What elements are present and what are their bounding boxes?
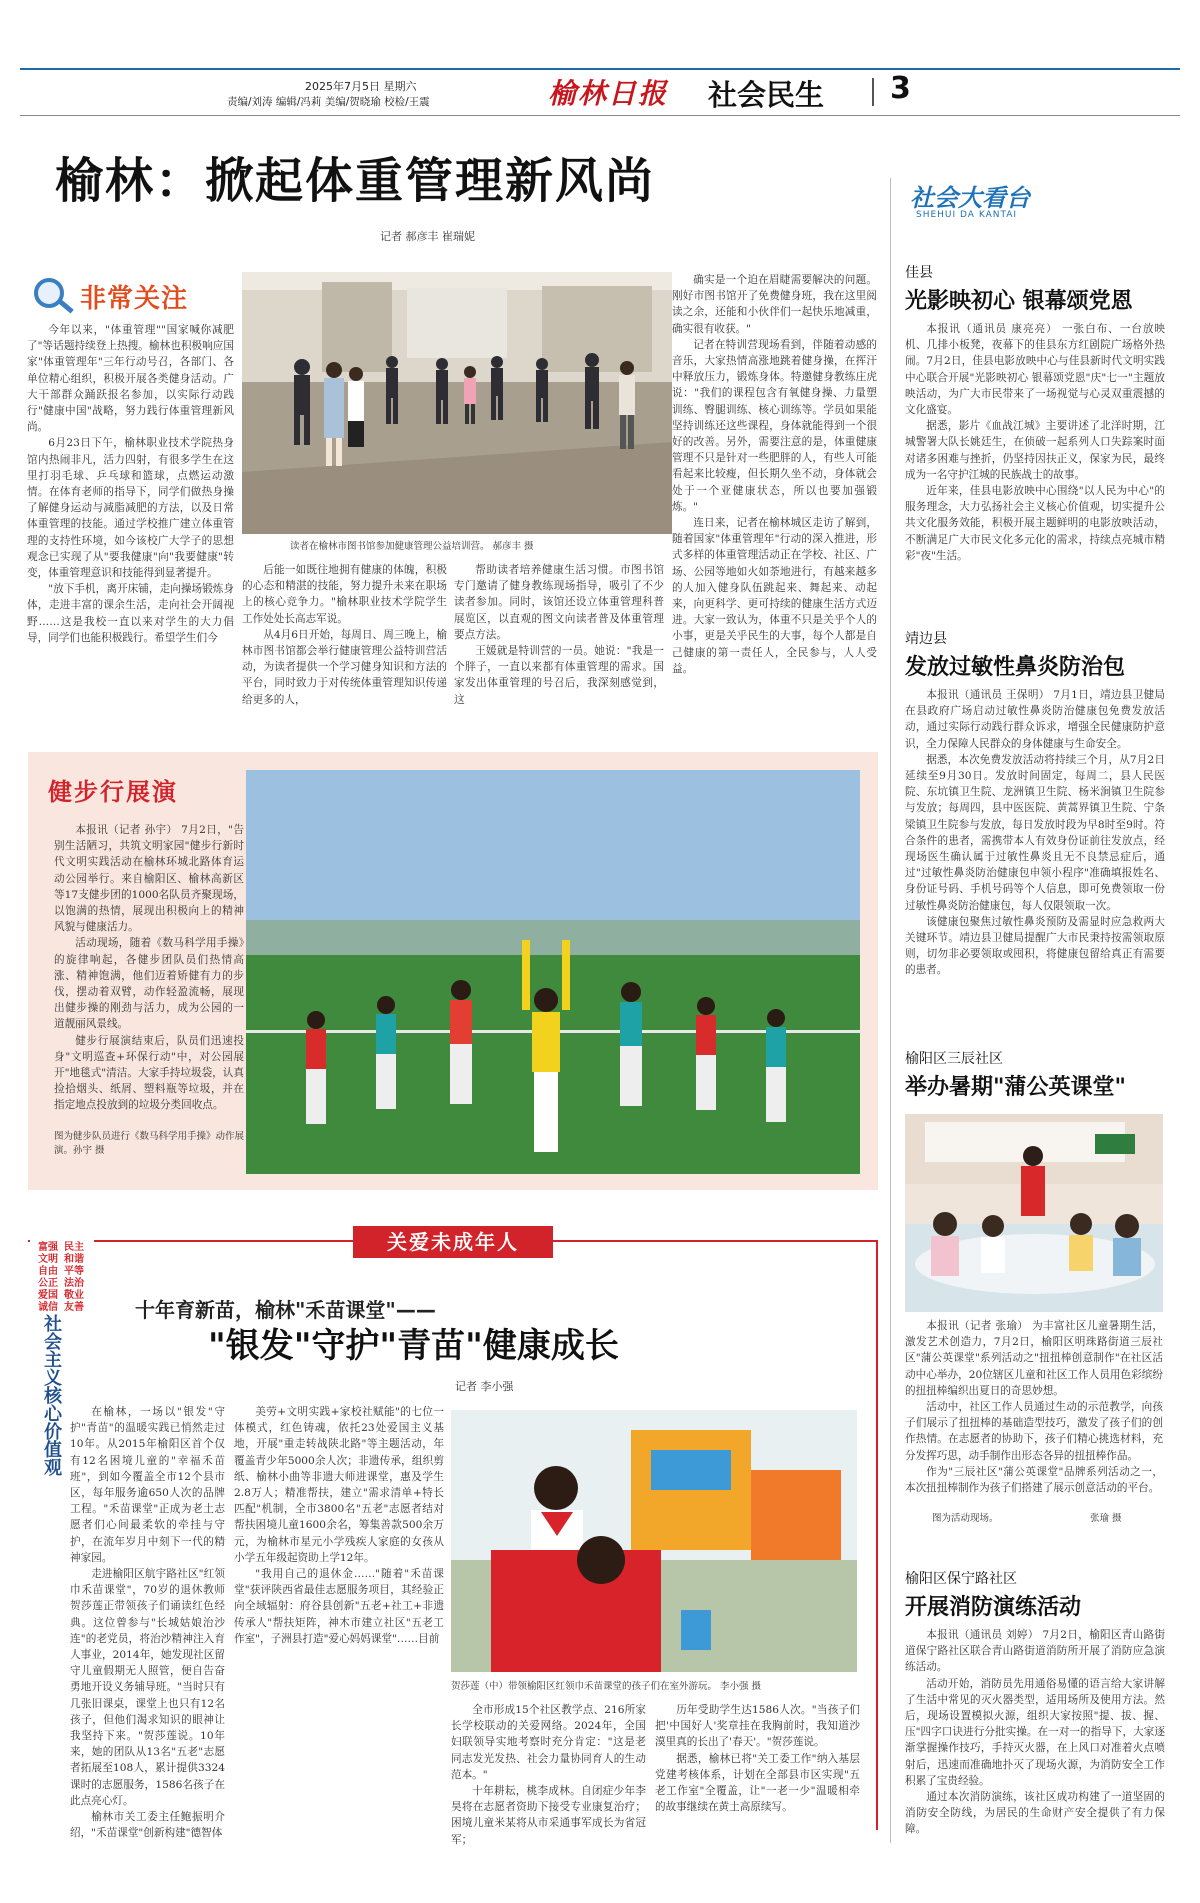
- value-word: 敬业: [64, 1290, 84, 1301]
- core-values-words: [38, 1242, 88, 1314]
- walk-text: 本报讯（记者 孙宇） 7月2日，"告别生活陋习，共筑文明家园"健步行新时代文明实践活动在榆林环城北路体育运动公园举行。来自榆阳区、榆林高新区等17支健步团的1000名队员齐聚现场，以饱满的热情，展现出积极向上的精神风貌与健康活力。: [54, 824, 244, 934]
- lead-column-4: [672, 272, 877, 675]
- column-tag: [28, 272, 223, 318]
- value-word: 和谐: [64, 1254, 84, 1265]
- side-item-baoning: [905, 1568, 1165, 1858]
- lead-text-2: 后能一如既往地拥有健康的体魄，积极的心态和精湛的技能，努力提升未来在职场上的核心竞争力。"榆林职业技术学院学生工作处处长高志军说。: [242, 564, 447, 625]
- lead-text-1-para: 6月23日下午，榆林职业技术学院热身馆内热闹非凡，活力四射，有很多学生在这里打羽毛球、乒乓球和篮球，点燃运动激情。在体育老师的指导下，同学们做热身操了解健身运动与减脂减肥的方法，以及日常体重管理的技能。通过学校推广建立体重管理的支持性环境，如今该校广大学子的思想观念已实现了从"要我健康"向"我要健康"转变，体重管理意识和技能得到显著提升。: [27, 437, 234, 580]
- minor-text-2: 美劳+文明实践+家校社赋能"的七位一体模式，红色铸魂，依托23处爱国主义基地，开展"重走转战陕北路"等主题活动，年覆盖青少年5000余人次；非遗传承，组织剪纸、榆林小曲等非遗大师进课堂，惠及学生2.8万人；精准帮扶，建立"需求清单+特长匹配"机制，全市3800名"五老"志愿者结对帮扶困境儿童1600余名，筹集善款500余万元，为榆林市星元小学残疾人家庭的女孩从小学五年级起资助上学12年。: [234, 1406, 444, 1564]
- side-item-location: 榆阳区三辰社区: [905, 1051, 1003, 1067]
- walk-section: [28, 752, 878, 1190]
- value-word: 文明: [38, 1254, 58, 1265]
- walk-performance-image: [246, 770, 860, 1174]
- core-values-label: 社会主义核心价值观: [44, 1314, 62, 1479]
- sanchen-photo-caption: 图为活动现场。: [932, 1513, 999, 1524]
- value-word: 法治: [64, 1278, 84, 1289]
- value-word: 公正: [38, 1278, 58, 1289]
- lead-text-4: 确实是一个迫在眉睫需要解决的问题。刚好市图书馆开了免费健身班，我在这里阅读之余，还能和小伙伴们一起快乐地减重，确实很有收获。": [672, 274, 877, 335]
- side-item-jingbian: [905, 628, 1165, 1028]
- section-name: 社会民生: [708, 78, 825, 112]
- walk-body: [54, 822, 244, 1122]
- sanchen-photo-credit: 张瑜 摄: [1090, 1513, 1122, 1524]
- minor-text-1-para: 榆林市关工委主任鲍振明介绍，"禾苗课堂"创新构建"德智体: [70, 1811, 225, 1840]
- side-item-text-para: 通过本次消防演练，该社区成功构建了一道坚固的消防安全防线，为居民的生命财产安全提供了有力保障。: [905, 1791, 1165, 1836]
- side-item-headline: 光影映初心 银幕颂党恩: [905, 289, 1133, 314]
- lead-text-3-para: 王媛就是特训营的一员。她说："我是一个胖子，一直以来都有体重管理的需求。国家发出体重管理的号召后，我深刻感觉到，这: [454, 645, 664, 706]
- lead-text-4-para: 记者在特训营现场看到，伴随着动感的音乐，大家热情高涨地跳着健身操，在挥汗中释放压力，锻炼身体。特邀健身教练庄虎说："我们的课程包含有氧健身操、力量塑训练、臀腿训练、核心训练等。学员如果能坚持训练还这些课程，身体就能得到一个很好的改善。另外，需要注意的是，体重健康管理不只是针对一些肥胖的人，有些人可能看起来比较瘦，但长期久坐不动，身体就会处于一个亚健康状态，所以也要加强锻炼。": [672, 338, 877, 513]
- minor-text-3-para: 十年耕耘，桃李成林。自闭症少年李昊将在志愿者资助下接受专业康复治疗；困境儿童米某将从市采通事军成长为省冠军；: [451, 1785, 646, 1846]
- masthead-date: 2025年7月5日 星期六: [305, 80, 417, 93]
- side-item-location: 佳县: [905, 265, 933, 281]
- lead-column-1: [27, 322, 234, 644]
- lead-headline: 榆林：掀起体重管理新风尚: [55, 153, 656, 209]
- lead-text-3: 帮助读者培养健康生活习惯。市图书馆专门邀请了健身教练现场指导，吸引了不少读者参加。同时，该馆还设立体重管理科普展览区，以直观的图文向读者普及体重管理要点方法。: [454, 564, 664, 641]
- minor-headline: "银发"守护"青苗"健康成长: [208, 1326, 619, 1366]
- side-item-location: 靖边县: [905, 631, 947, 647]
- minor-photo: [451, 1410, 857, 1672]
- sidebar-divider: [890, 178, 891, 1843]
- side-item-text-para: 据悉，本次免费发放活动将持续三个月，从7月2日延续至9月30日。发放时间固定，每周二，县人民医院、东坑镇卫生院、龙洲镇卫生院、杨米涧镇卫生院参与发放；每周四，县中医医院、黄蒿界镇卫生院、宁条梁镇卫生院参与发放，每日发放时段为早8时至9时。符合条件的患者，需携带本人有效身份证前往发放点，经现场医生确认属于过敏性鼻炎且无不良禁忌症后，通过"过敏性鼻炎防治健康包申领小程序"准确填报姓名、身份证号码、手机号码等个人信息，即可免费领取一份过敏性鼻炎防治健康包，每人仅限领取一次。: [905, 753, 1165, 912]
- side-item-body: [905, 687, 1165, 1032]
- minor-kicker: 十年育新苗，榆林"禾苗课堂"——: [135, 1298, 436, 1322]
- masthead-rule-bottom: [20, 115, 1180, 116]
- minor-column-3: [451, 1702, 646, 1846]
- side-item-text: 本报讯（通讯员 刘婷） 7月2日，榆阳区青山路街道保宁路社区联合青山路街道消防所开展了消防应急演练活动。: [905, 1629, 1165, 1674]
- side-item-headline: 开展消防演练活动: [905, 1595, 1082, 1620]
- side-item-text-para: 活动中，社区工作人员通过生动的示范教学，向孩子们展示了扭扭棒的基础造型技巧，激发了孩子们的创作热情。在志愿者的协助下，孩子们精心挑选材料，充分发挥巧思，动手制作出形态各异的扭扭棒作品。: [905, 1401, 1163, 1462]
- value-word: 诚信: [38, 1302, 58, 1313]
- side-header-pinyin: SHEHUI DA KANTAI: [916, 210, 1018, 220]
- walk-title: 健步行展演: [48, 778, 178, 806]
- value-word: 平等: [64, 1266, 84, 1277]
- side-header: [910, 178, 1150, 228]
- side-item-body: [905, 321, 1165, 601]
- lead-byline: 记者 郝彦丰 崔瑞妮: [380, 230, 475, 243]
- lead-photo: [242, 272, 672, 534]
- side-header-title: 社会大看台: [910, 184, 1030, 212]
- value-word: 自由: [38, 1266, 58, 1277]
- magnifier-handle-icon: [58, 299, 73, 313]
- lead-column-2: [242, 562, 447, 706]
- walk-photo: [246, 770, 860, 1174]
- masthead: [20, 68, 1180, 112]
- minor-byline: 记者 李小强: [455, 1380, 514, 1393]
- value-word: 友善: [64, 1302, 84, 1313]
- value-word: 富强: [38, 1242, 58, 1253]
- minor-section-frame-right: [876, 1240, 878, 1830]
- minor-photo-caption: 贺莎莲（中）带领榆阳区红领巾禾苗课堂的孩子们在室外游玩。 李小强 摄: [451, 1681, 762, 1692]
- column-tag-label: 非常关注: [80, 284, 189, 314]
- side-item-text-para: 近年来，佳县电影放映中心围绕"以人民为中心"的服务理念，大力弘扬社会主义核心价值观，切实提升公共文化服务效能，积极开展主题鲜明的电影放映活动，不断满足广大市民文化多元化的需求，持续点亮城市精彩"夜"生活。: [905, 485, 1165, 562]
- minor-column-2: [234, 1404, 444, 1824]
- minor-text-4: 历年受助学生达1586人次。"当孩子们把'中国好人'奖章挂在我胸前时，我知道沙漠里真的长出了'春天'。"贺莎莲说。: [655, 1704, 860, 1749]
- walk-text-para: 活动现场，随着《数马科学用手操》的旋律响起，各健步团队员们热情高涨、精神饱满，他们迈着矫健有力的步伐，摆动着双臂，动作轻盈流畅，展现出健步操的刚劲与活力，成为公园的一道靓丽风景线。: [54, 937, 244, 1031]
- minor-text-2-para: "我用自己的退休金……"随着"禾苗课堂"获评陕西省最佳志愿服务项目，其经验正向全域辐射：府谷县创新"五老+社工+非遗传承人"帮扶矩阵，神木市建立社区"五老工作室"，子洲县打造"爱心妈妈课堂"……目前: [234, 1568, 444, 1645]
- side-item-text-para: 该健康包聚焦过敏性鼻炎预防及需显时应急救两大关键环节。靖边县卫健局提醒广大市民秉持按需领取原则，切勿非必要领取或囤积，将健康包留给真正有需要的患者。: [905, 915, 1165, 977]
- side-item-body: [905, 1627, 1165, 1863]
- page-number: 3: [890, 71, 911, 106]
- minor-text-4-para: 据悉，榆林已将"关工委工作"纳入基层党建考核体系，计划在全部县市区实现"五老工作室"全覆盖，让"一老一少"温暖相牵的故事继续在黄土高原续写。: [655, 1752, 860, 1814]
- masthead-editors: 责编/刘涛 编辑/冯莉 美编/贺晓瑜 校检/王震: [227, 96, 430, 108]
- side-item-text: 本报讯（通讯员 王保明） 7月1日，靖边县卫健局在县政府广场启动过敏性鼻炎防治健康包免费发放活动，通过实际行动践行群众诉求，增强全民健康防护意识，全力保障人民群众的身体健康与生命安全。: [905, 689, 1165, 750]
- value-word: 民主: [64, 1242, 84, 1253]
- minor-text-1: 在榆林，一场以"银发"守护"青苗"的温暖实践已悄然走过10年。从2015年榆阳区首个仅有12名困境儿童的"幸福禾苗班"，到如今覆盖全市12个县市区，每年服务逾650人次的品牌工程。"禾苗课堂"正成为老土志愿者们心间最柔软的牵挂与守护，在流年岁月中刻下一代的精神家园。: [70, 1406, 225, 1564]
- walk-text-para: 健步行展演结束后，队员们迅速投身"文明巡查+环保行动"中，对公园展开"地毯式"清洁。大家手持垃圾袋，认真捡拾烟头、纸屑、塑料瓶等垃圾，并在指定地点投放到的垃圾分类回收点。: [54, 1034, 244, 1112]
- classroom-scene-image: [905, 1114, 1163, 1312]
- side-item-text-para: 据悉，影片《血战江城》主要讲述了北洋时期，江城警署大队长姚廷生，在侦破一起系列人口失踪案时面对诸多困难与挫折，仍坚持因扶正义，保家为民，最终成为一名守护江城的民族战士的故事。: [905, 420, 1165, 481]
- minor-column-4: [655, 1702, 860, 1826]
- side-item-jiaxian: [905, 262, 1165, 592]
- side-item-text: 本报讯（通讯员 康亮亮） 一张白布、一台放映机、几排小板凳，夜幕下的佳县东方红剧院广场格外热闹。7月2日，佳县电影放映中心与佳县新时代文明实践中心联合开展"光影映初心 银幕颂党恩"庆"七一"主题放映活动，为广大市民带来了一场视觉与心灵双重震撼的文化盛宴。: [905, 323, 1165, 417]
- side-item-headline: 发放过敏性鼻炎防治包: [905, 655, 1126, 680]
- minor-banner: 关爱未成年人: [353, 1226, 553, 1258]
- value-word: 爱国: [38, 1290, 58, 1301]
- gym-scene-image: [242, 272, 672, 534]
- lead-column-3: [454, 562, 664, 706]
- lead-text-4-para: 连日来，记者在榆林城区走访了解到，随着国家"体重管理年"行动的深入推进，形式多样的体重管理活动正在学校、社区、广场、公园等地如火如荼地进行，有越来越多的人加入健身队伍跳起来、舞起来、动起来，向更科学、更可持续的健康生活方式迈进。大家一致认为，体重不只是关乎个人的小事，更是关乎民生的大事，每个人都是自己健康的第一责任人，全民参与，人人受益。: [672, 517, 877, 675]
- lead-text-2-para: 从4月6日开始，每周日、周三晚上，榆林市图书馆都会举行健康管理公益特训营活动，为读者提供一个学习健身知识和方法的平台，同时致力于对传统体重管理知识传递给更多的人，: [242, 628, 447, 706]
- lead-text-1-para: "放下手机，离开床铺，走向操场锻炼身体，走进丰富的课余生活，走向社会开阔视野……这是我校一直以来对学生的大力倡导，同学们也能积极践行。希望学生们今: [27, 583, 234, 644]
- lead-text-1: 今年以来，"体重管理""国家喊你减肥了"等话题持续登上热搜。榆林也积极响应国家"体重管理年"三年行动号召，各部门、各单位精心组织，积极开展各类健身活动。广大干部群众踊跃报名参加，以实际行动践行"健康中国"战略，努力践行体重管理新风尚。: [27, 324, 234, 434]
- side-item-text-para: 活动开始，消防员先用通俗易懂的语言给大家讲解了生活中常见的灭火器类型，适用场所及使用方法。然后，现场设置模拟火源，组织大家按照"提、拔、握、压"四字口诀进行分批实操。在一对一的指导下，大家逐渐掌握操作技巧，手持灭火器，在上风口对准着火点喷射后，迅速而准确地扑灭了现场火源，为消防安全工作积累了宝贵经验。: [905, 1677, 1165, 1787]
- side-item-sanchen: [905, 1048, 1165, 1108]
- minor-column-1: [28, 1404, 225, 1840]
- section-divider: [872, 78, 874, 106]
- sanchen-body: [905, 1318, 1163, 1508]
- masthead-rule-top: [20, 68, 1180, 70]
- minor-text-1-para: 走进榆阳区航宇路社区"红领巾禾苗课堂"，70岁的退休教师贺莎莲正带领孩子们诵读红色经典。这位曾参与"长城姑娘治沙连"的老党员，将治沙精神注入育人事业，2014年，她发现社区留守儿童假期无人照管，便自告奋勇地开设义务辅导班。"当时只有几张旧课桌，课堂上也只有12名孩子，但他们渴求知识的眼神让我坚持下来。"贺莎莲说。10年来，她的团队从13名"五老"志愿者拓展至108人，累计提供3324课时的志愿服务，1586名孩子在此点亮心灯。: [70, 1568, 225, 1807]
- side-item-headline: 举办暑期"蒲公英课堂": [905, 1075, 1126, 1100]
- walk-photo-caption: 图为健步队员进行《数马科学用手操》动作展演。孙宇 摄: [54, 1131, 245, 1156]
- lead-photo-caption: 读者在榆林市图书馆参加健康管理公益培训营。 郝彦丰 摄: [290, 541, 534, 552]
- minor-text-3: 全市形成15个社区教学点、216所家长学校联动的关爱网络。2024年，全国妇联领导实地考察时充分肯定："这是老同志发光发热、社会力量协同育人的生动范本。": [451, 1704, 646, 1781]
- side-item-text-para: 作为"三辰社区"蒲公英课堂"品牌系列活动之一，本次扭扭棒制作为孩子们搭建了展示创意活动的平台。: [905, 1465, 1163, 1495]
- side-item-text: 本报讯（记者 张瑜） 为丰富社区儿童暑期生活，激发艺术创造力，7月2日，榆阳区明珠路街道三辰社区"蒲公英课堂"系列活动之"扭扭棒创意制作"在社区活动中心举办，20位辖区儿童和社区工作人员用色彩缤纷的扭扭棒编织出夏日的奇思妙想。: [905, 1320, 1163, 1397]
- paper-logo: 榆林日报: [548, 77, 669, 110]
- playground-scene-image: [451, 1410, 857, 1672]
- sanchen-photo: [905, 1114, 1163, 1312]
- side-item-location: 榆阳区保宁路社区: [905, 1571, 1017, 1587]
